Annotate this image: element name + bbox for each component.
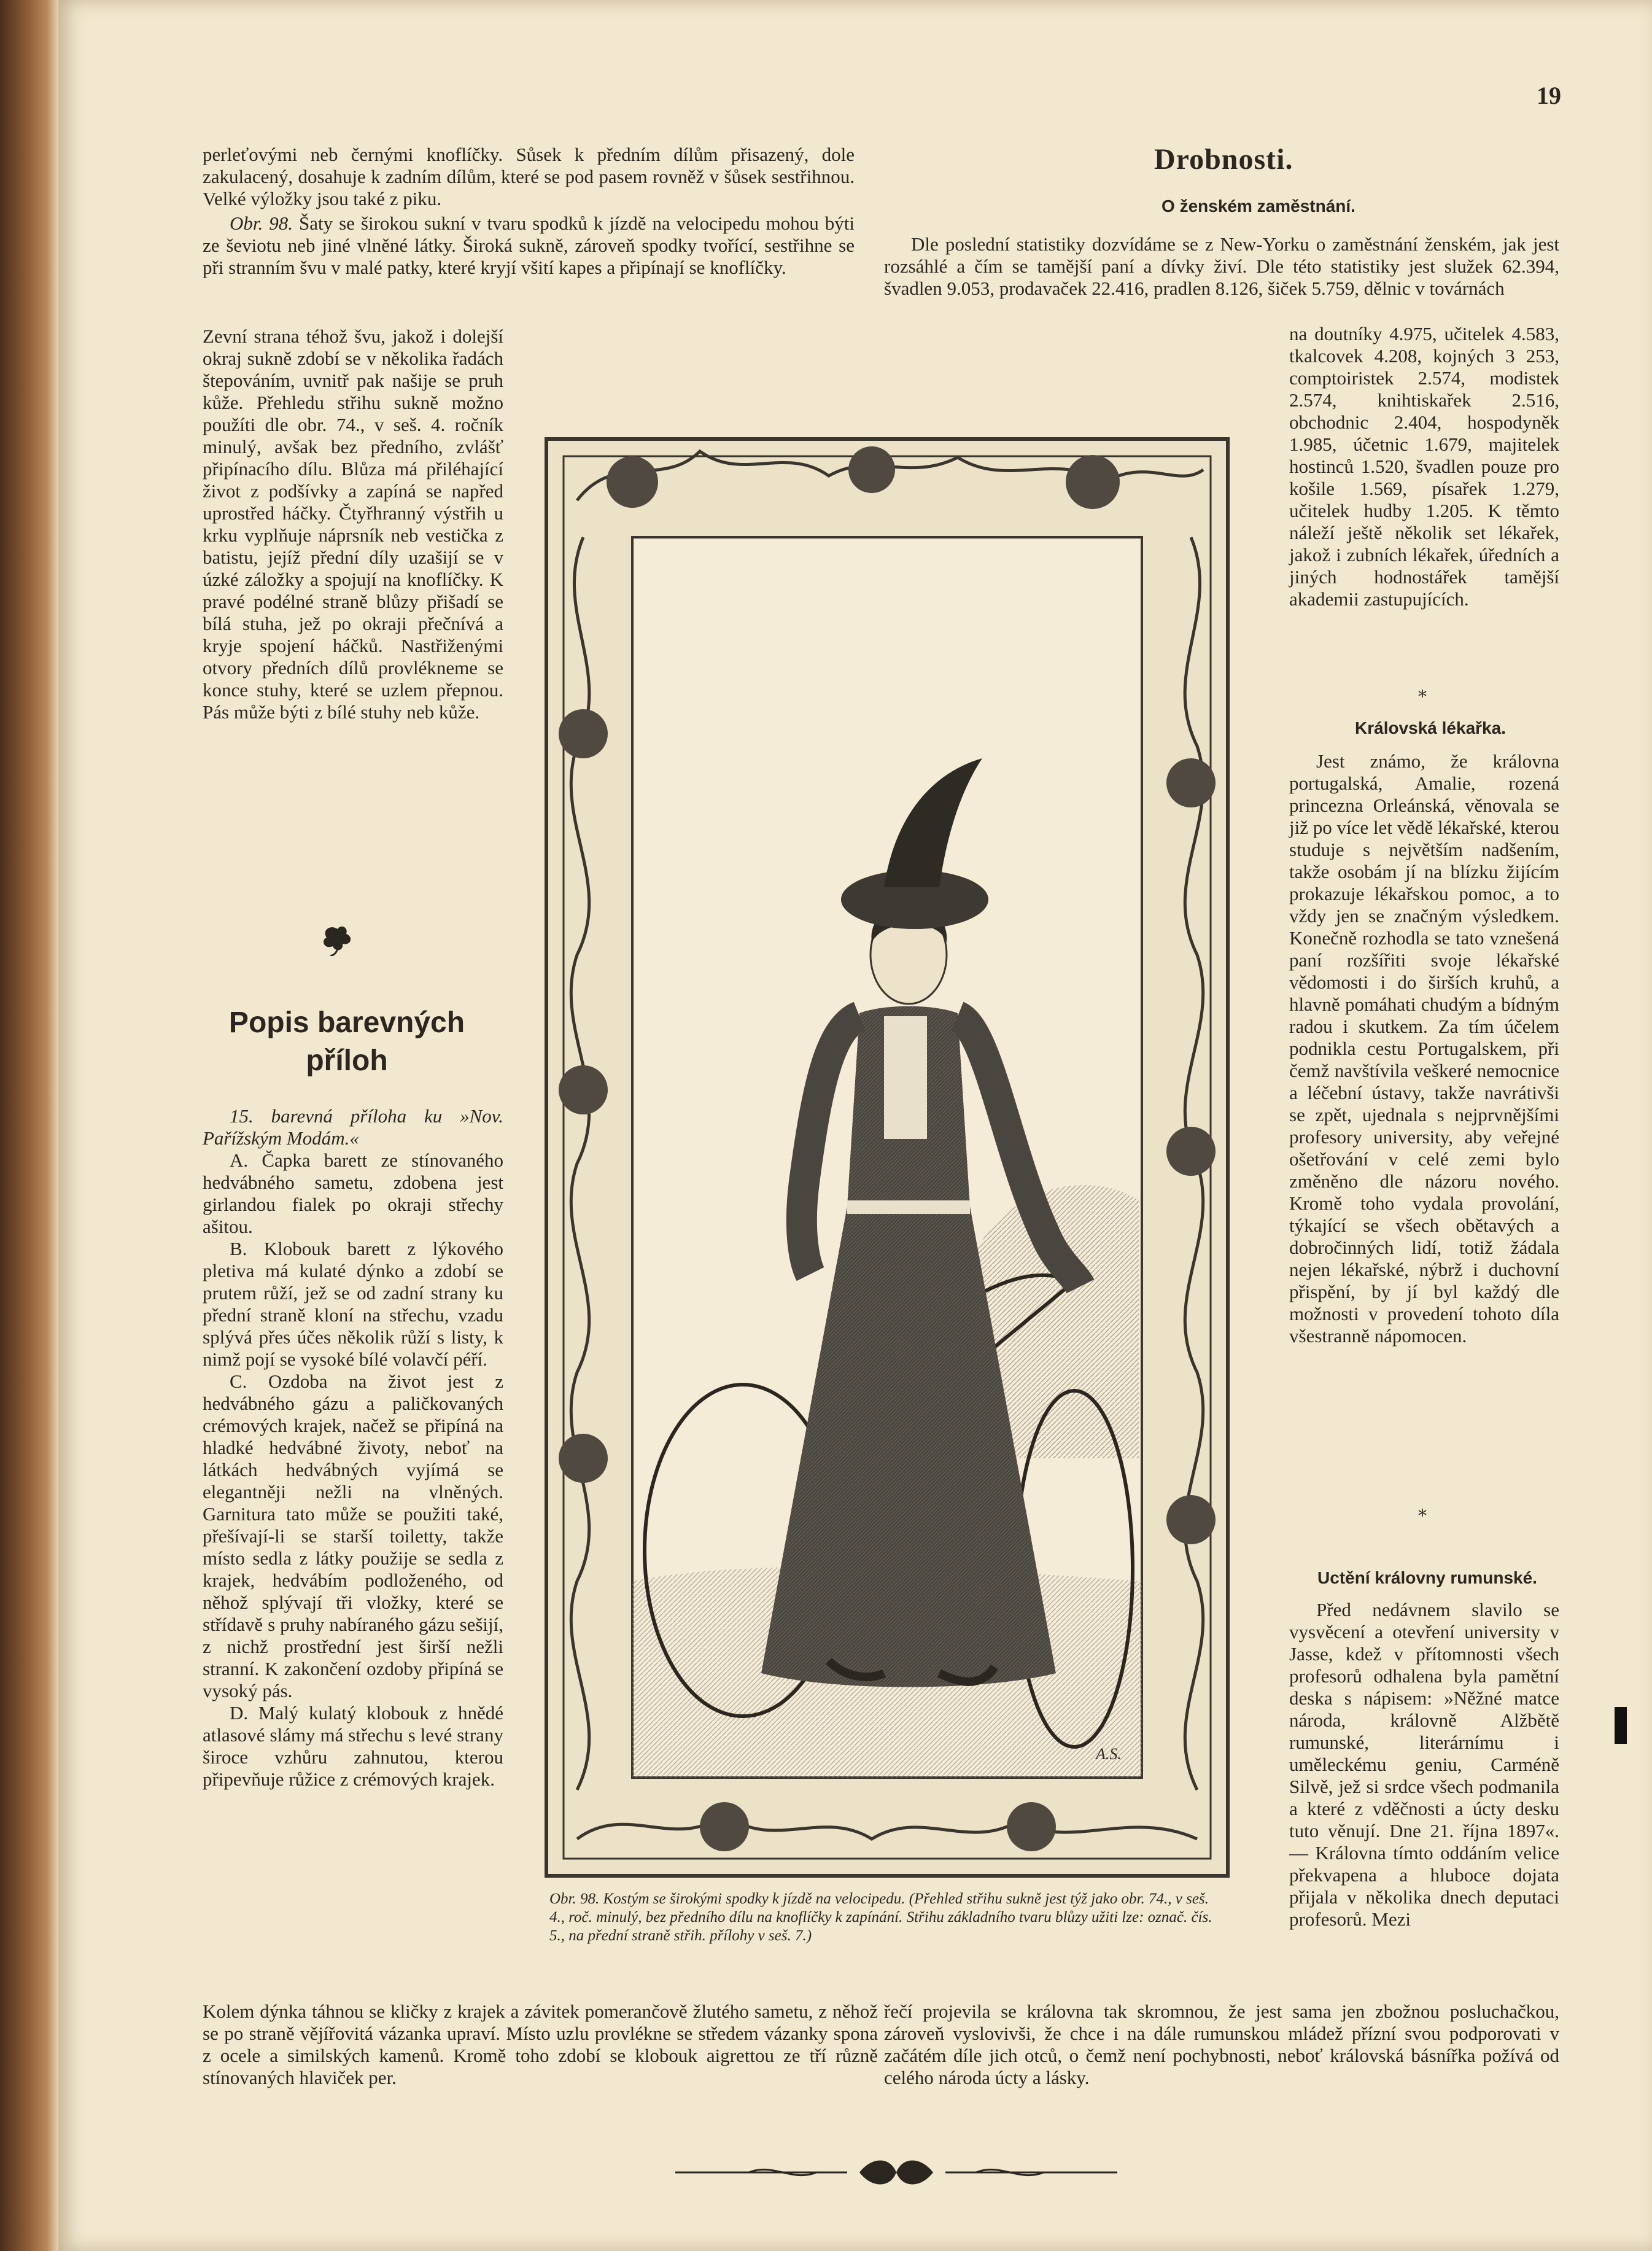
intro-paragraph: perleťovými neb černými knoflíčky. Sůsek k předním dílům přisazený, dole zakulacený, dosahuje k zadním dílům, které se pod pasem rovněž v šůsek sestřihnou. Velké výložky jsou také z piku. bbox=[203, 144, 855, 209]
stats-narrow-block bbox=[1289, 323, 1559, 610]
book-binding bbox=[0, 0, 58, 2251]
bottom-right-block bbox=[884, 2000, 1559, 2089]
item-c: C. Ozdoba na život jest z hedvábného gázu a paličkovaných crémových krajek, načež se připíná na hladké hedvábné životy, neboť na látkách hedvábných vyjímá se elegantněji nežli na vlněných. Garnitura tato může se použiti také, přešívají-li se starší toiletty, takže místo sedla z látky použije se sedla z krajek, hedvábím podloženého, od něhož splývají tři vložky, které se střídavě s pruhy nabíraného gázu sešijí, z nichž prostřední jest širší nežli stranní. K zakončení ozdoby připíná se vysoký pás. bbox=[203, 1370, 503, 1701]
left-intro-block bbox=[203, 144, 855, 279]
item-d: D. Malý kulatý klobouk z hnědé atlasové slámy má střechu s levé strany široce vzhůru zahnutou, kterou připevňuje růžice z crémových krajek. bbox=[203, 1702, 503, 1790]
narrow-paragraph: Zevní strana téhož švu, jakož i dolejší okraj sukně zdobí se v několika řadách štepováním, uvnitř pak našije se pruh kůže. Přehledu střihu sukně možno použíti dle obr. 74., v seš. 4. ročník minulý, avšak bez předního, zvlášť připínacího dílu. Blůza má přiléhající život z podšívky a zapíná se napřed uprostřed háčky. Čtyřhranný výstřih u krku vyplňuje náprsník neb vestička z batistu, jejíž přední díly uzašijí se v úzké záložky a spojují na knoflíčky. K pravé podélné straně blůzy přišadí se bílá stuha, jež po okraji přečnívá a kryje spojení háčků. Nastřiženými otvory předních dílů provlékneme se konce stuhy, které se uzlem přepnou. Pás může býti z bílé stuhy neb kůže. bbox=[203, 325, 503, 723]
heading-ucteni-kralovny: Uctění královny rumunské. bbox=[1317, 1568, 1537, 1587]
rumunska-block bbox=[1289, 1599, 1559, 1930]
lekarka-text: Jest známo, že královna portugalská, Amalie, rozená princezna Orleánská, věnovala se již po více let vědě lékařské, kterou studuje s největším nadšením, takže osobám jí na blízku žijícím prokazuje lékařskou pomoc, a to vždy jen se značným výsledkem. Konečně rozhodla se tato vznešená paní rozšířiti svoje lékařské vědomosti i do širších kruhů, a hlavně pomáhati chudým a bídným radou i skutkem. Za tím účelem podnikla cestu Portugalskem, při čemž navštívila veškeré nemocnice a léčební ústavy, takže navrátivši se zpět, ujednala s nejprvnějšími profesory university, aby veřejné ošetřování v celé zemi bylo změněno dle názoru nového. Kromě toho vydala provolání, týkající se všech obětavých a dobročinných lidí, totiž žádala nejen lékařské, nýbrž i duchovní přispění, by jí byl každý dle možnosti v provedení tohoto díla všestranně nápomocen. bbox=[1289, 750, 1559, 1347]
stats-narrow-text: na doutníky 4.975, učitelek 4.583, tkalcovek 4.208, kojných 3 253, comptoiristek 2.574, modistek 2.574, knihtiskařek 2.516, obchodnic 2.404, hospodyněk 1.985, účetnic 1.679, majitelek hostinců 1.520, švadlen pouze pro košile 1.569, písařek 1.279, učitelek hudby 1.205. K těmto náleží ještě několik set lékařek, jakož i zubních lékařek, úředních a jiných hodnostářek tamější akademii zastupujících. bbox=[1289, 323, 1559, 610]
heading-kralovska-lekarka: Královská lékařka. bbox=[1355, 718, 1506, 737]
bottom-right-text: řečí projevila se královna tak skromnou, že jest sama jen zbožnou posluchačkou, zároveň vyslovivši, že chce i na dále rumunskou mládež přízní svou podporovati v začátém díle jich otců, o čemž není pochybnosti, neboť královská básnířka požívá od celého národa úcty a lásky. bbox=[884, 2000, 1559, 2088]
separator-star: * bbox=[1418, 1506, 1427, 1526]
item-b: B. Klobouk barett z lýkového pletiva má kulaté dýnko a zdobí se prutem růží, jež se od zadní strany ku přední straně kloní na střechu, vzadu splývá přes účes několik růží s listy, k nimž pojí se vysoké bílé volavčí péří. bbox=[203, 1238, 503, 1370]
left-narrow-block bbox=[203, 325, 503, 723]
margin-mark bbox=[1615, 1707, 1627, 1744]
separator-star: * bbox=[1418, 686, 1427, 707]
stats-wide-text: Dle poslední statistiky dozvídáme se z New-Yorku o zaměstnání ženském, jak jest rozsáhlé a čím se tamější paní a dívky živí. Dle této statistiky jest služek 62.394, švadlen 9.053, prodavaček 22.416, pradlen 8.126, šiček 5.759, dělnic v továrnách bbox=[884, 233, 1559, 299]
page-number: 19 bbox=[1537, 82, 1561, 109]
left-priloha-block bbox=[203, 1105, 503, 1790]
cycling-costume-illustration bbox=[540, 414, 1234, 1888]
subheading-zenske-zamestnani: O ženském zaměstnání. bbox=[1161, 196, 1355, 216]
figure-caption: Obr. 98. Kostým se širokými spodky k jízdě na velocipedu. (Přehled střihu sukně jest týž jako obr. 74., v seš. 4., roč. minulý, bez předního dílu na knoflíčky k zapínání. Střihu základního tvaru blůzy užiti lze: označ. čís. 5., na přední straně střih. přílohy v seš. 7.) bbox=[549, 1891, 1212, 1944]
plate-label: 15. barevná příloha ku »Nov. Pařížským Modám.« bbox=[203, 1105, 503, 1149]
stats-wide-block bbox=[884, 233, 1559, 300]
item-a: A. Čapka barett ze stínovaného hedvábného sametu, zdobena jest girlandou fialek po okraji střechy ašitou. bbox=[203, 1149, 503, 1237]
bottom-left-text: Kolem dýnka táhnou se kličky z krajek a závitek pomerančově žlutého sametu, z něhož se po straně vějířovitá vázanka upraví. Místo uzlu provlékne se středem vázanky spona z ocele a similských kamenů. Kromě toho zdobí se klobouk aigrettou ze tří různě stínovaných hlaviček per. bbox=[203, 2000, 878, 2088]
illustration-monogram: A.S. bbox=[1096, 1745, 1122, 1763]
bottom-flourish-ornament-icon bbox=[675, 2154, 1117, 2191]
lekarka-block bbox=[1289, 750, 1559, 1347]
rumunska-text: Před nedávnem slavilo se vysvěcení a otevření university v Jasse, kdež v přítomnosti všech profesorů odhalena byla pamětní deska s nápisem: »Něžné matce národa, královně Alžbětě rumunské, literárnímu i uměleckému geniu, Carméně Silvě, jež si srdce všech podmanila a které z vděčnosti a úcty desku tuto věnují. Dne 21. října 1897«. — Královna tímto oddáním velice překvapena a hluboce dojata přijala v několika dnech deputaci profesorů. Mezi bbox=[1289, 1599, 1559, 1930]
heading-popis-priloh: Popis barevných příloh bbox=[228, 1006, 465, 1077]
heading-drobnosti: Drobnosti. bbox=[1154, 143, 1293, 176]
obr98-paragraph bbox=[203, 212, 855, 279]
bottom-left-block bbox=[203, 2000, 878, 2089]
flower-ornament-icon bbox=[319, 924, 356, 956]
obr98-text: Šaty se širokou sukní v tvaru spodků k jízdě na velocipedu mohou býti ze ševiotu neb jiné vlněné látky. Široká sukně, zároveň spodky tvořící, sestřihne se při stranním švu v malé patky, které kryjí všití kapes a připínají se knoflíčky. bbox=[203, 212, 855, 278]
obr98-label: Obr. 98. bbox=[230, 212, 293, 234]
